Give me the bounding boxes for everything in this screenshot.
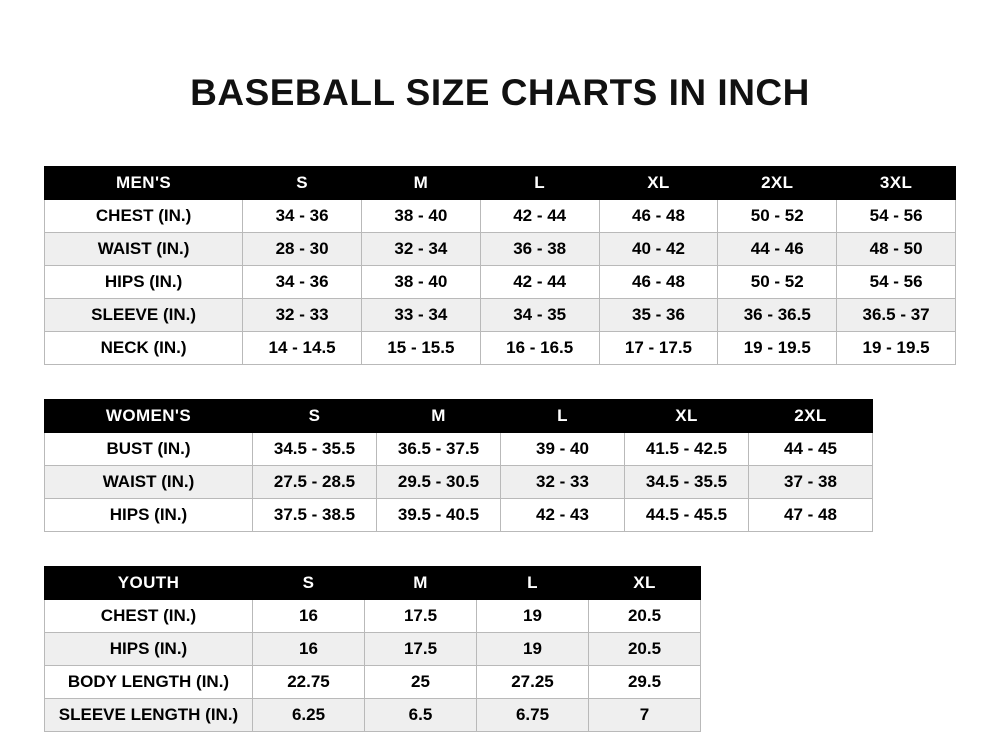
table-cell: 27.25 <box>477 666 589 699</box>
column-header: M <box>365 567 477 600</box>
table-row <box>45 633 701 666</box>
table-cell: 15 - 15.5 <box>361 332 480 365</box>
table-cell: 34.5 - 35.5 <box>625 466 749 499</box>
table-cell: 44 - 46 <box>718 233 837 266</box>
table-cell: 19 - 19.5 <box>837 332 956 365</box>
table-cell: 16 <box>253 600 365 633</box>
table-cell: 32 - 33 <box>243 299 362 332</box>
table-cell: 47 - 48 <box>749 499 873 532</box>
table-cell: 41.5 - 42.5 <box>625 433 749 466</box>
mens-size-table <box>44 166 956 365</box>
table-cell: 42 - 43 <box>501 499 625 532</box>
womens-size-table <box>44 399 873 532</box>
column-header: L <box>501 400 625 433</box>
table-header-row <box>45 167 956 200</box>
table-row <box>45 299 956 332</box>
table-cell: 37.5 - 38.5 <box>253 499 377 532</box>
table-cell: 20.5 <box>589 600 701 633</box>
table-cell: 36.5 - 37 <box>837 299 956 332</box>
row-label: CHEST (IN.) <box>45 600 253 633</box>
table-cell: 17.5 <box>365 633 477 666</box>
table-row <box>45 499 873 532</box>
table-cell: 50 - 52 <box>718 200 837 233</box>
column-header: XL <box>599 167 718 200</box>
row-label: HIPS (IN.) <box>45 499 253 532</box>
row-label: SLEEVE (IN.) <box>45 299 243 332</box>
youth-size-table <box>44 566 701 732</box>
table-cell: 36.5 - 37.5 <box>377 433 501 466</box>
table-cell: 34 - 36 <box>243 200 362 233</box>
table-row <box>45 233 956 266</box>
table-cell: 34 - 35 <box>480 299 599 332</box>
table-cell: 27.5 - 28.5 <box>253 466 377 499</box>
column-header: WOMEN'S <box>45 400 253 433</box>
column-header: MEN'S <box>45 167 243 200</box>
row-label: WAIST (IN.) <box>45 233 243 266</box>
table-cell: 7 <box>589 699 701 732</box>
column-header: 2XL <box>718 167 837 200</box>
column-header: S <box>243 167 362 200</box>
row-label: HIPS (IN.) <box>45 266 243 299</box>
table-cell: 40 - 42 <box>599 233 718 266</box>
table-cell: 34.5 - 35.5 <box>253 433 377 466</box>
column-header: L <box>480 167 599 200</box>
table-cell: 22.75 <box>253 666 365 699</box>
table-cell: 28 - 30 <box>243 233 362 266</box>
column-header: M <box>361 167 480 200</box>
table-cell: 19 - 19.5 <box>718 332 837 365</box>
row-label: WAIST (IN.) <box>45 466 253 499</box>
table-cell: 6.75 <box>477 699 589 732</box>
table-cell: 6.25 <box>253 699 365 732</box>
column-header: S <box>253 400 377 433</box>
table-cell: 19 <box>477 633 589 666</box>
table-cell: 44.5 - 45.5 <box>625 499 749 532</box>
table-cell: 35 - 36 <box>599 299 718 332</box>
table-cell: 48 - 50 <box>837 233 956 266</box>
table-cell: 38 - 40 <box>361 200 480 233</box>
table-cell: 29.5 - 30.5 <box>377 466 501 499</box>
row-label: SLEEVE LENGTH (IN.) <box>45 699 253 732</box>
table-row <box>45 699 701 732</box>
column-header: L <box>477 567 589 600</box>
column-header: M <box>377 400 501 433</box>
table-cell: 39.5 - 40.5 <box>377 499 501 532</box>
table-cell: 36 - 38 <box>480 233 599 266</box>
table-row <box>45 466 873 499</box>
column-header: 2XL <box>749 400 873 433</box>
table-cell: 16 - 16.5 <box>480 332 599 365</box>
table-row <box>45 332 956 365</box>
table-cell: 6.5 <box>365 699 477 732</box>
column-header: S <box>253 567 365 600</box>
table-row <box>45 200 956 233</box>
table-cell: 16 <box>253 633 365 666</box>
table-row <box>45 266 956 299</box>
table-cell: 17 - 17.5 <box>599 332 718 365</box>
table-cell: 29.5 <box>589 666 701 699</box>
table-cell: 20.5 <box>589 633 701 666</box>
row-label: NECK (IN.) <box>45 332 243 365</box>
table-cell: 46 - 48 <box>599 266 718 299</box>
row-label: HIPS (IN.) <box>45 633 253 666</box>
table-cell: 38 - 40 <box>361 266 480 299</box>
table-cell: 14 - 14.5 <box>243 332 362 365</box>
column-header: XL <box>589 567 701 600</box>
table-cell: 32 - 34 <box>361 233 480 266</box>
table-row <box>45 666 701 699</box>
column-header: YOUTH <box>45 567 253 600</box>
column-header: XL <box>625 400 749 433</box>
table-cell: 34 - 36 <box>243 266 362 299</box>
table-cell: 54 - 56 <box>837 200 956 233</box>
table-cell: 36 - 36.5 <box>718 299 837 332</box>
table-row <box>45 600 701 633</box>
page-title: BASEBALL SIZE CHARTS IN INCH <box>190 72 810 113</box>
row-label: BUST (IN.) <box>45 433 253 466</box>
table-cell: 42 - 44 <box>480 200 599 233</box>
table-row <box>45 433 873 466</box>
charts-container <box>0 166 1000 732</box>
table-header-row <box>45 400 873 433</box>
table-header-row <box>45 567 701 600</box>
table-cell: 19 <box>477 600 589 633</box>
table-cell: 39 - 40 <box>501 433 625 466</box>
table-cell: 32 - 33 <box>501 466 625 499</box>
row-label: BODY LENGTH (IN.) <box>45 666 253 699</box>
row-label: CHEST (IN.) <box>45 200 243 233</box>
table-cell: 42 - 44 <box>480 266 599 299</box>
table-cell: 25 <box>365 666 477 699</box>
table-cell: 50 - 52 <box>718 266 837 299</box>
table-cell: 44 - 45 <box>749 433 873 466</box>
table-cell: 17.5 <box>365 600 477 633</box>
table-cell: 37 - 38 <box>749 466 873 499</box>
table-cell: 54 - 56 <box>837 266 956 299</box>
table-cell: 46 - 48 <box>599 200 718 233</box>
table-cell: 33 - 34 <box>361 299 480 332</box>
column-header: 3XL <box>837 167 956 200</box>
